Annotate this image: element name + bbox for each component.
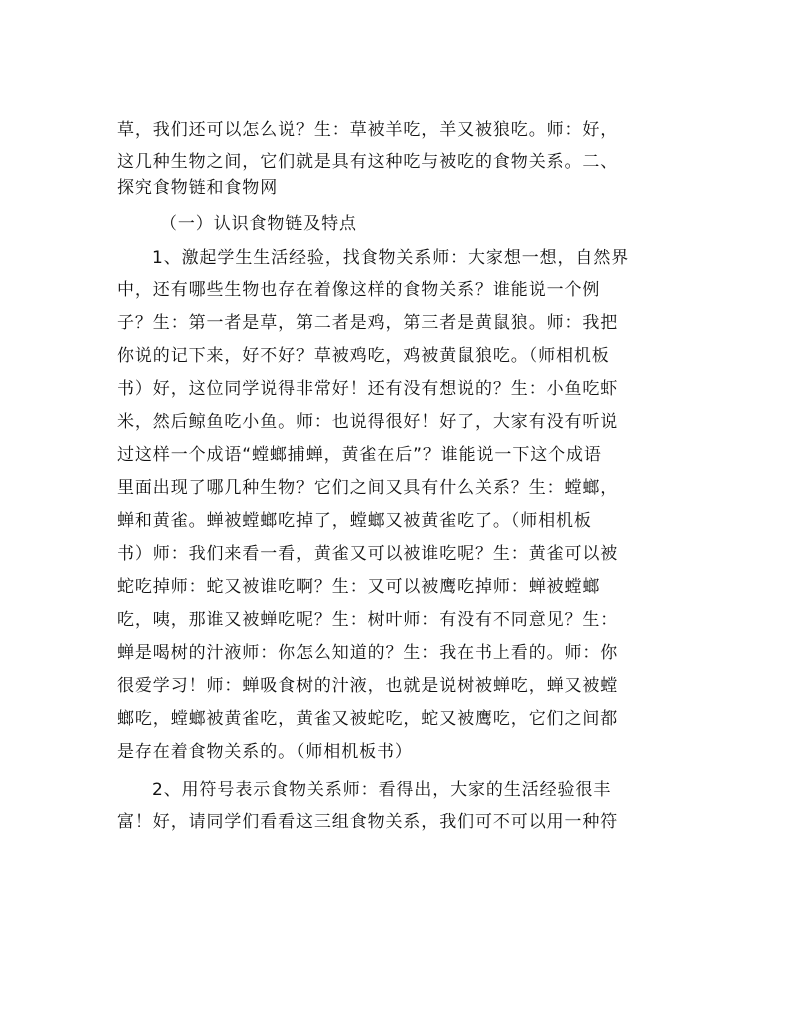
text-line: 中，还有哪些生物也存在着像这样的食物关系？谁能说一个例 — [117, 280, 601, 300]
text-line: 这几种生物之间，它们就是具有这种吃与被吃的食物关系。二、 — [117, 152, 619, 172]
text-line: 米，然后鲸鱼吃小鱼。师：也说得很好！好了，大家有没有听说 — [117, 412, 619, 432]
text-line: 子？生：第一者是草，第二者是鸡，第三者是黄鼠狼。师：我把 — [117, 313, 619, 333]
text-line: 吃，咦，那谁又被蝉吃呢？生：树叶师：有没有不同意见？生： — [117, 610, 619, 630]
text-line: 2、用符号表示食物关系师：看得出，大家的生活经验很丰 — [152, 780, 612, 800]
text-line: 里面出现了哪几种生物？它们之间又具有什么关系？生：螳螂， — [117, 478, 619, 498]
text-line: 很爱学习！师：蝉吸食树的汁液，也就是说树被蝉吃，蝉又被螳 — [117, 676, 619, 696]
section-heading: （一）认识食物链及特点 — [160, 214, 357, 234]
text-line: 蝉是喝树的汁液师：你怎么知道的？生：我在书上看的。师：你 — [117, 643, 619, 663]
text-line: 草，我们还可以怎么说？生：草被羊吃，羊又被狼吃。师：好， — [117, 120, 619, 140]
text-line: 是存在着食物关系的。（师相机板书） — [117, 742, 413, 762]
text-line: 探究食物链和食物网 — [117, 178, 279, 198]
text-line: 蛇吃掉师：蛇又被谁吃啊？生：又可以被鹰吃掉师：蝉被螳螂 — [117, 577, 601, 597]
text-line: 蝉和黄雀。蝉被螳螂吃掉了，螳螂又被黄雀吃了。（师相机板 — [117, 511, 592, 531]
text-line: 富！好，请同学们看看这三组食物关系，我们可不可以用一种符 — [117, 812, 619, 832]
text-line: 书）师：我们来看一看，黄雀又可以被谁吃呢？生：黄雀可以被 — [117, 544, 619, 564]
text-line: 螂吃，螳螂被黄雀吃，黄雀又被蛇吃，蛇又被鹰吃，它们之间都 — [117, 709, 619, 729]
text-line: 1、激起学生生活经验，找食物关系师：大家想一想，自然界 — [152, 248, 630, 268]
text-line: 你说的记下来，好不好？草被鸡吃，鸡被黄鼠狼吃。（师相机板 — [117, 346, 610, 366]
text-line: 过这样一个成语“螳螂捕蝉，黄雀在后”？谁能说一下这个成语 — [117, 445, 602, 465]
text-line: 书）好，这位同学说得非常好！还有没有想说的？生：小鱼吃虾 — [117, 379, 619, 399]
